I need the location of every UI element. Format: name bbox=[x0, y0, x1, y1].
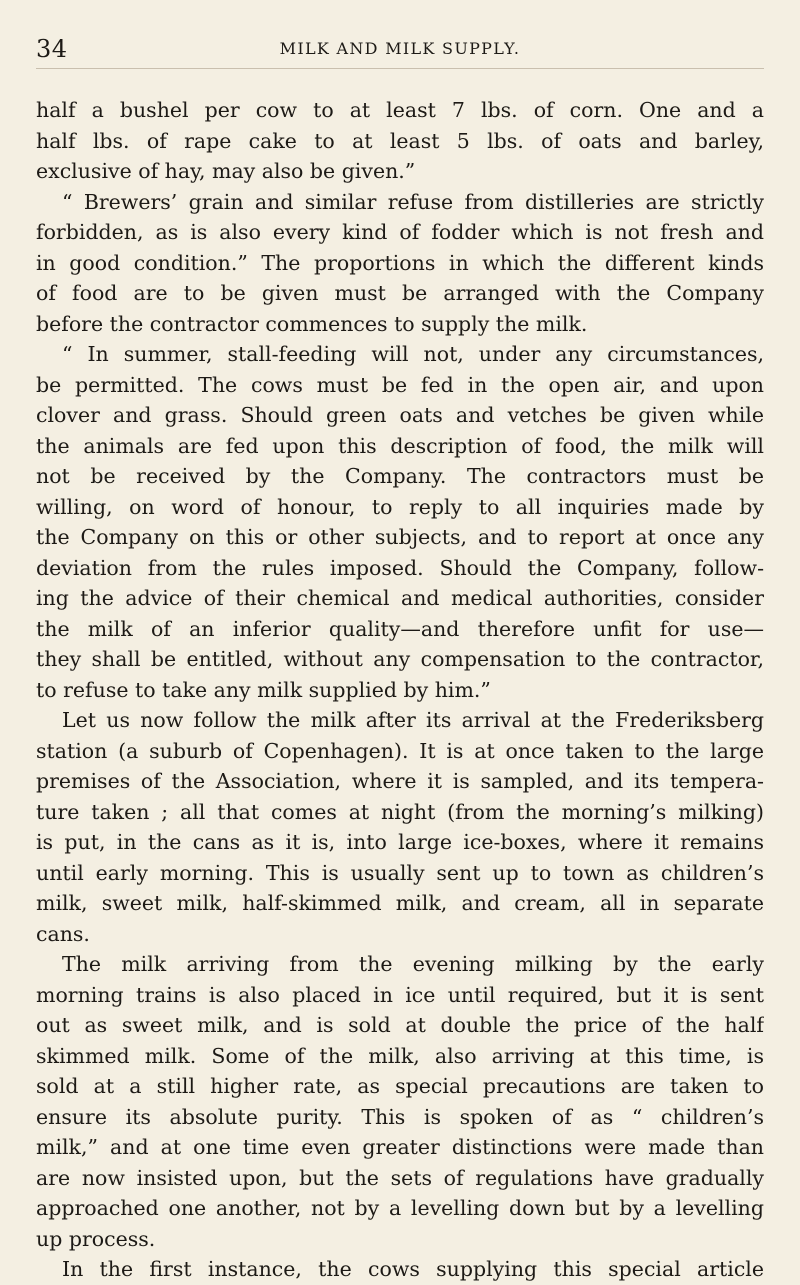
text-line: forbidden, as is also every kind of fodder which is not fresh and bbox=[36, 220, 764, 244]
running-head bbox=[36, 34, 764, 69]
text-line: clover and grass. Should green oats and vetches be given while bbox=[36, 403, 764, 427]
text-line: is put, in the cans as it is, into large ice-boxes, where it remains bbox=[36, 830, 764, 854]
text-line: half a bushel per cow to at least 7 lbs. of corn. One and a bbox=[36, 98, 764, 122]
text-line: ensure its absolute purity. This is spoken of as “ children’s bbox=[36, 1104, 764, 1129]
text-line: deviation from the rules imposed. Should the Company, follow- bbox=[36, 555, 764, 580]
text-line: are now insisted upon, but the sets of regulations have gradually bbox=[36, 1165, 764, 1190]
text-line: Let us now follow the milk after its arrival at the Frederiksberg bbox=[62, 708, 764, 732]
text-line: sold at a still higher rate, as special precautions are taken to bbox=[36, 1074, 764, 1098]
text-line: out as sweet milk, and is sold at double the price of the half bbox=[36, 1013, 764, 1037]
text-line: cans. bbox=[36, 921, 90, 946]
running-title: MILK AND MILK SUPPLY. bbox=[279, 39, 521, 58]
text-line: be permitted. The cows must be fed in the open air, and upon bbox=[36, 372, 764, 397]
text-line: “ In summer, stall-feeding will not, under any circumstances, bbox=[62, 342, 764, 366]
text-line: willing, on word of honour, to reply to all inquiries made by bbox=[36, 494, 764, 519]
text-line: In the first instance, the cows supplying this special article bbox=[62, 1257, 764, 1281]
text-line: the Company on this or other subjects, and to report at once any bbox=[36, 525, 764, 549]
text-line: skimmed milk. Some of the milk, also arriving at this time, is bbox=[36, 1043, 764, 1068]
text-line: in good condition.” The proportions in which the different kinds bbox=[36, 250, 764, 275]
text-line: not be received by the Company. The contractors must be bbox=[36, 464, 764, 488]
text-line: exclusive of hay, may also be given.” bbox=[36, 159, 416, 183]
text-line: morning trains is also placed in ice until required, but it is sent bbox=[36, 982, 764, 1007]
text-line: approached one another, not by a levelling down but by a levelling bbox=[36, 1196, 764, 1220]
text-line: before the contractor commences to supply the milk. bbox=[36, 311, 588, 336]
text-line: milk,” and at one time even greater distinctions were made than bbox=[36, 1135, 764, 1159]
text-line: station (a suburb of Copenhagen). It is at once taken to the large bbox=[36, 738, 764, 763]
page-number: 34 bbox=[36, 35, 68, 63]
text-line: half lbs. of rape cake to at least 5 lbs. of oats and barley, bbox=[36, 128, 764, 153]
body-text bbox=[36, 95, 764, 1285]
text-line: the animals are fed upon this description of food, the milk will bbox=[36, 433, 764, 458]
text-line: ing the advice of their chemical and medical authorities, consider bbox=[36, 586, 764, 610]
text-line: premises of the Association, where it is sampled, and its tempera- bbox=[36, 769, 764, 793]
text-line: the milk of an inferior quality—and therefore unfit for use— bbox=[36, 616, 764, 641]
text-line: milk, sweet milk, half-skimmed milk, and cream, all in separate bbox=[36, 891, 764, 915]
text-line: of food are to be given must be arranged with the Company bbox=[36, 281, 764, 305]
text-line: until early morning. This is usually sent up to town as children’s bbox=[36, 860, 764, 885]
text-line: “ Brewers’ grain and similar refuse from distilleries are strictly bbox=[62, 189, 764, 214]
text-line: The milk arriving from the evening milking by the early bbox=[62, 952, 764, 976]
text-line: up process. bbox=[36, 1226, 156, 1251]
text-line: ture taken ; all that comes at night (from the morning’s milking) bbox=[36, 799, 764, 824]
text-line: they shall be entitled, without any compensation to the contractor, bbox=[36, 647, 764, 671]
text-line: to refuse to take any milk supplied by him.” bbox=[36, 677, 491, 702]
